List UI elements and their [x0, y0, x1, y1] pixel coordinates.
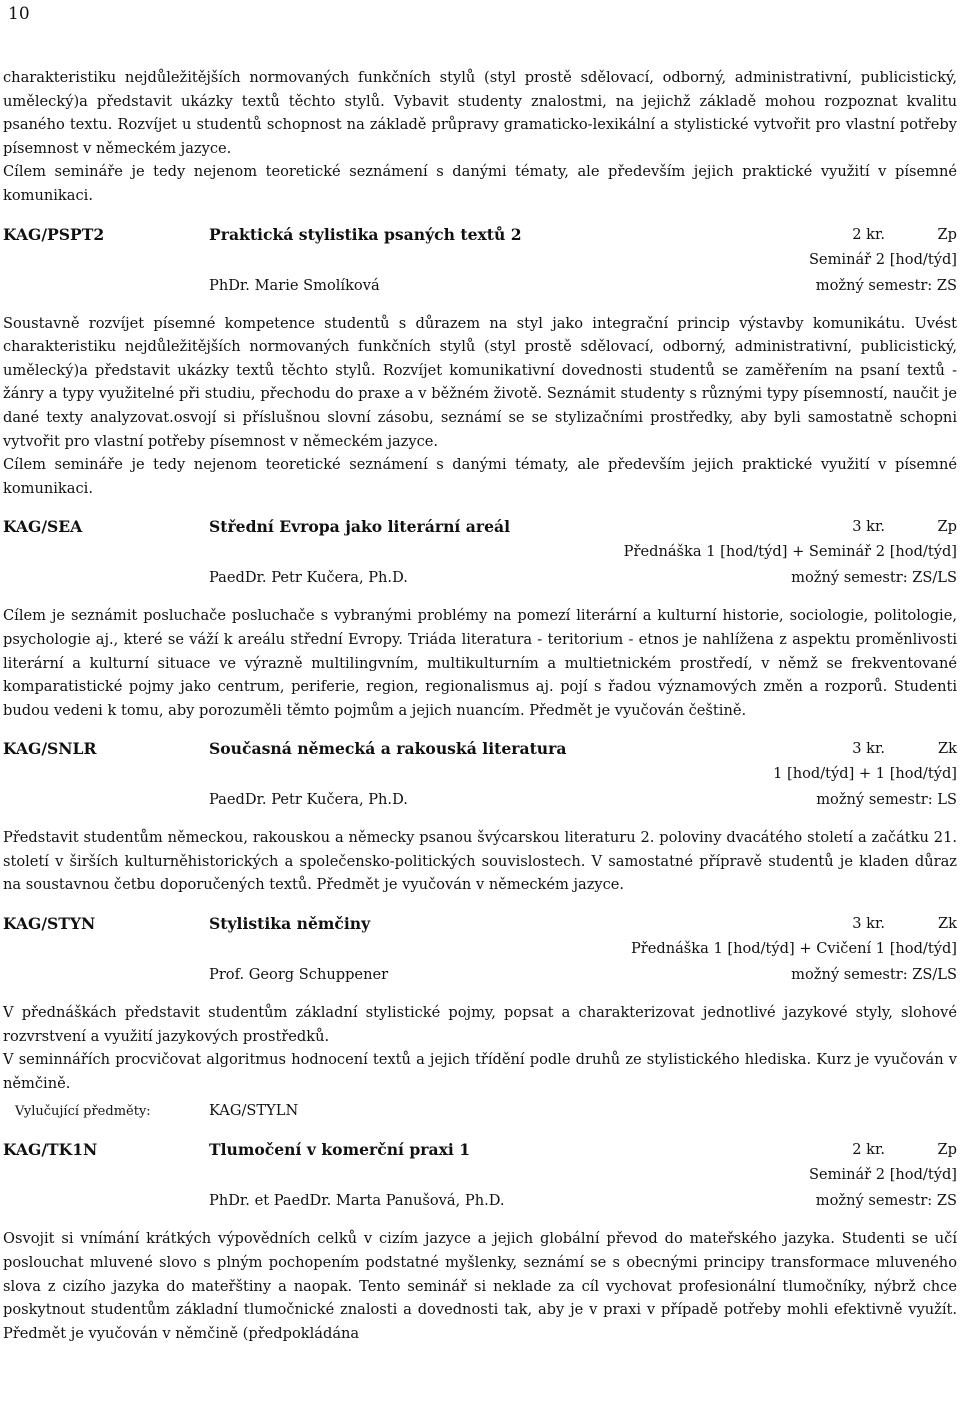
course-meta [3, 564, 957, 594]
course-credits: 3 kr. [852, 740, 885, 758]
course-semester: možný semestr: ZS [815, 1192, 957, 1210]
course-credits: 2 kr. [852, 225, 885, 243]
course-entry [3, 514, 957, 722]
intro-paragraph: charakteristiku nejdůležitějších normovaných funkčních stylů (styl prostě sdělovací, odborný, administrativní, publicistický, umělecký)a představit ukázky textů těchto stylů. Vybavit studenty znalostmi, na jejichž základě mohou rozpoznat kvalitu psaného textu. Rozvíjet u studentů schopnost na základě průpravy gramaticko-lexikální a stylistické vytvořit pro vlastní potřeby písemnost v německém jazyce. [3, 69, 957, 157]
course-header [3, 514, 957, 540]
excluded-courses [3, 1099, 957, 1123]
course-entry [3, 222, 957, 501]
course-hours: Seminář 2 [hod/týd] [808, 250, 957, 268]
course-description: Cílem semináře je tedy nejenom teoretické seznámení s danými tématy, ale především jejich praktické využití v písemné komunikaci. [3, 456, 957, 497]
course-title: Současná německá a rakouská literatura [209, 739, 567, 759]
course-description: Cílem je seznámit posluchače posluchače s vybranými problémy na pomezí literární a kulturní historie, sociologie, politologie, psychologie aj., které se váží k areálu střední Evropy. Triáda literatura - teritorium - etnos je nahlížena z aspektu proměnlivosti literární a kulturní situace ve výrazně multilingvním, multikulturním a multietnickém prostředí, v němž se frekventované komparatistické pojmy jako centrum, periferie, region, regionalismus aj. pojí s řadou významových změn a rozporů. Studenti budou vedeni k tomu, aby porozuměli těmto pojmům a jejich nuancím. Předmět je vyučován češtině. [3, 607, 957, 719]
course-credits: 3 kr. [852, 518, 885, 536]
course-credits: 3 kr. [852, 915, 885, 933]
course-meta [3, 961, 957, 991]
intro-paragraph: Cílem semináře je tedy nejenom teoretické seznámení s danými tématy, ale především jejich praktické využití v písemné komunikaci. [3, 163, 957, 204]
course-title: Stylistika němčiny [209, 914, 371, 934]
course-semester: možný semestr: ZS/LS [791, 569, 957, 587]
course-title: Střední Evropa jako literární areál [209, 517, 511, 537]
course-completion: Zp [937, 225, 957, 243]
course-title: Praktická stylistika psaných textů 2 [209, 224, 522, 244]
course-description: Soustavně rozvíjet písemné kompetence studentů s důrazem na styl jako integrační princip výstavby komunikátu. Uvést charakteristiku nejdůležitějších normovaných funkčních stylů (styl prostě sdělovací, odborný, administrativní, publicistický, umělecký)a představit ukázky textů těchto stylů. Rozvíjet komunikativní dovednosti studentů se zaměřením na psaní textů - žánry a typy využitelné při studiu, přechodu do praxe a v běžném životě. Seznámit studenty s různými typy písemností, naučit je dané texty analyzovat.osvojí si příslušnou slovní zásobu, seznámí se se stylizačními prostředky, aby byli samostatně schopni vytvořit pro vlastní potřeby písemnost v německém jazyce. [3, 314, 957, 450]
course-semester: možný semestr: ZS/LS [791, 966, 957, 984]
course-code: KAG/SEA [3, 517, 83, 537]
course-hours: Přednáška 1 [hod/týd] + Seminář 2 [hod/týd] [623, 543, 957, 561]
course-entry [3, 736, 957, 897]
course-completion: Zk [938, 740, 957, 758]
course-semester: možný semestr: LS [816, 791, 957, 809]
course-meta [3, 272, 957, 302]
course-completion: Zp [937, 1141, 957, 1159]
course-completion: Zk [938, 915, 957, 933]
course-teacher: PhDr. Marie Smolíková [209, 276, 380, 294]
course-code: KAG/STYN [3, 914, 96, 934]
course-header [3, 911, 957, 937]
course-entry [3, 1137, 957, 1345]
course-teacher: PhDr. et PaedDr. Marta Panušová, Ph.D. [209, 1192, 505, 1210]
course-description: Osvojit si vnímání krátkých výpovědních celků v cizím jazyce a jejich globální převod do mateřského jazyka. Studenti se učí poslouchat mluvené slovo s plným pochopením podstatné myšlenky, seznámí se s obecnými principy transformace mluveného slova z cizího jazyka do mateřštiny a naopak. Tento seminář si neklade za cíl vychovat profesionální tlumočníky, nýbrž chce poskytnout studentům základní tlumočnické znalosti a dovednosti tak, aby je v praxi v případě potřeby mohli efektivně využít. Předmět je vyučován v němčině (předpokládána [3, 1230, 957, 1342]
course-header [3, 1137, 957, 1163]
course-completion: Zp [937, 518, 957, 536]
course-description: V přednáškách představit studentům základní stylistické pojmy, popsat a charakterizovat jednotlivé jazykové styly, slohové rozvrstvení a využití jazykových prostředků. [3, 1004, 957, 1045]
course-hours: Přednáška 1 [hod/týd] + Cvičení 1 [hod/týd] [630, 940, 957, 958]
course-hours: 1 [hod/týd] + 1 [hod/týd] [773, 765, 957, 783]
course-code: KAG/SNLR [3, 739, 97, 759]
course-credits: 2 kr. [852, 1141, 885, 1159]
course-code: KAG/TK1N [3, 1140, 98, 1160]
course-teacher: PaedDr. Petr Kučera, Ph.D. [209, 569, 408, 587]
excluded-courses-label: Vylučující předměty: [15, 1104, 151, 1120]
course-teacher: Prof. Georg Schuppener [209, 966, 389, 984]
course-header [3, 222, 957, 248]
page-content [3, 66, 957, 1345]
course-semester: možný semestr: ZS [815, 276, 957, 294]
course-description: Představit studentům německou, rakouskou a německy psanou švýcarskou literaturu 2. poloviny dvacátého století a začátku 21. století v širších kulturněhistorických a společensko-politických souvislostech. V samostatné přípravě studentů je kladen důraz na soustavnou četbu doporučených textů. Předmět je vyučován v německém jazyce. [3, 829, 957, 894]
course-title: Tlumočení v komerční praxi 1 [209, 1140, 471, 1160]
page-number: 10 [8, 4, 30, 24]
course-meta [3, 1187, 957, 1217]
course-hours: Seminář 2 [hod/týd] [808, 1166, 957, 1184]
course-code: KAG/PSPT2 [3, 224, 105, 244]
course-meta [3, 786, 957, 816]
course-teacher: PaedDr. Petr Kučera, Ph.D. [209, 791, 408, 809]
excluded-courses-value: KAG/STYLN [209, 1102, 299, 1120]
course-description: V seminnářích procvičovat algoritmus hodnocení textů a jejich třídění podle druhů ze stylistického hlediska. Kurz je vyučován v němčině. [3, 1051, 957, 1092]
course-header [3, 736, 957, 762]
course-entry [3, 911, 957, 1123]
